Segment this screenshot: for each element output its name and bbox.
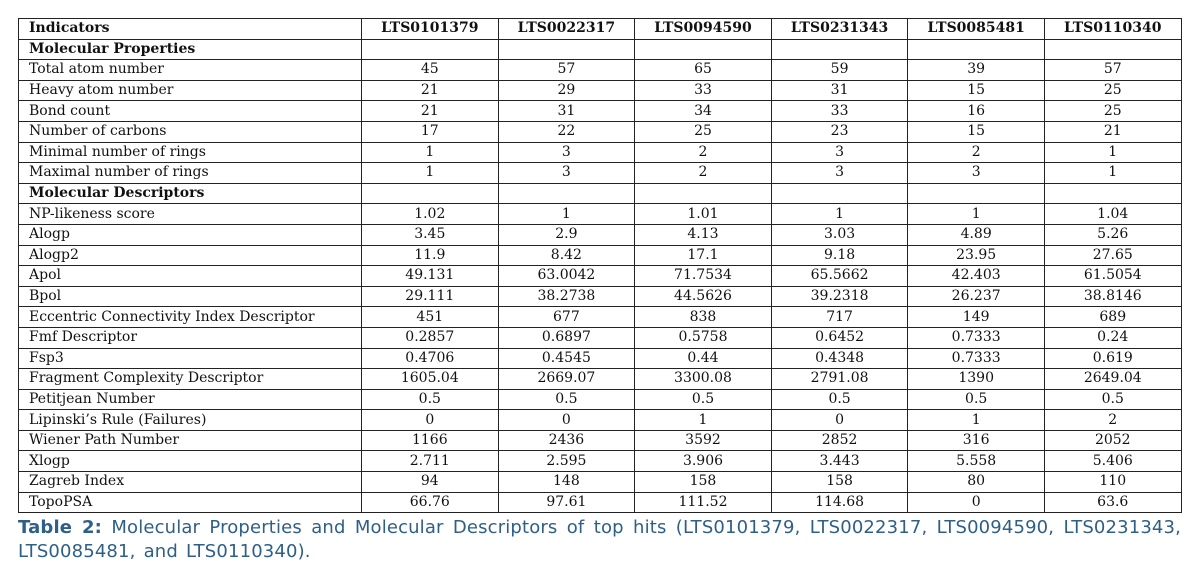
value-cell: 0.4545 <box>498 348 635 369</box>
value-cell: 15 <box>908 121 1045 142</box>
value-cell: 689 <box>1044 307 1181 328</box>
value-cell: 0 <box>908 492 1045 513</box>
header-cell: Indicators <box>19 19 362 40</box>
value-cell: 57 <box>498 60 635 81</box>
table-row <box>19 204 1182 225</box>
row-label: Fragment Complexity Descriptor <box>19 369 362 390</box>
value-cell: 61.5054 <box>1044 266 1181 287</box>
value-cell: 2 <box>1044 410 1181 431</box>
value-cell: 57 <box>1044 60 1181 81</box>
value-cell: 44.5626 <box>635 286 772 307</box>
value-cell: 3 <box>498 163 635 184</box>
value-cell: 4.13 <box>635 224 772 245</box>
section-title: Molecular Descriptors <box>19 183 362 204</box>
section-row <box>19 183 1182 204</box>
value-cell: 0 <box>498 410 635 431</box>
value-cell: 158 <box>635 472 772 493</box>
value-cell: 31 <box>498 101 635 122</box>
table-row <box>19 80 1182 101</box>
value-cell: 16 <box>908 101 1045 122</box>
value-cell: 29 <box>498 80 635 101</box>
value-cell: 149 <box>908 307 1045 328</box>
value-cell: 71.7534 <box>635 266 772 287</box>
row-label: Wiener Path Number <box>19 430 362 451</box>
table-body <box>19 39 1182 513</box>
value-cell: 3.03 <box>771 224 908 245</box>
value-cell: 2.9 <box>498 224 635 245</box>
value-cell: 3 <box>908 163 1045 184</box>
row-label: Heavy atom number <box>19 80 362 101</box>
value-cell: 1 <box>498 204 635 225</box>
value-cell: 2052 <box>1044 430 1181 451</box>
value-cell: 23 <box>771 121 908 142</box>
value-cell: 3.443 <box>771 451 908 472</box>
table-row <box>19 60 1182 81</box>
value-cell: 158 <box>771 472 908 493</box>
empty-cell <box>908 39 1045 60</box>
value-cell: 80 <box>908 472 1045 493</box>
document-page <box>18 18 1181 564</box>
value-cell: 66.76 <box>362 492 499 513</box>
value-cell: 27.65 <box>1044 245 1181 266</box>
value-cell: 15 <box>908 80 1045 101</box>
table-row <box>19 348 1182 369</box>
value-cell: 17 <box>362 121 499 142</box>
table-row <box>19 224 1182 245</box>
value-cell: 1.04 <box>1044 204 1181 225</box>
value-cell: 451 <box>362 307 499 328</box>
value-cell: 0.5 <box>908 389 1045 410</box>
value-cell: 4.89 <box>908 224 1045 245</box>
value-cell: 1 <box>1044 163 1181 184</box>
value-cell: 3300.08 <box>635 369 772 390</box>
value-cell: 17.1 <box>635 245 772 266</box>
value-cell: 1.01 <box>635 204 772 225</box>
empty-cell <box>362 183 499 204</box>
value-cell: 0.6897 <box>498 327 635 348</box>
value-cell: 316 <box>908 430 1045 451</box>
value-cell: 3.906 <box>635 451 772 472</box>
value-cell: 0.5 <box>771 389 908 410</box>
table-row <box>19 121 1182 142</box>
table-row <box>19 245 1182 266</box>
value-cell: 0.5 <box>635 389 772 410</box>
row-label: Eccentric Connectivity Index Descriptor <box>19 307 362 328</box>
caption-text: Molecular Properties and Molecular Descriptors of top hits (LTS0101379, LTS0022317, LTS0094590, LTS0231343, LTS0085481, and LTS0110340). <box>18 517 1181 563</box>
value-cell: 2 <box>635 163 772 184</box>
empty-cell <box>1044 183 1181 204</box>
value-cell: 0.24 <box>1044 327 1181 348</box>
value-cell: 0.6452 <box>771 327 908 348</box>
value-cell: 21 <box>362 101 499 122</box>
table-header-row <box>19 19 1182 40</box>
value-cell: 31 <box>771 80 908 101</box>
table-row <box>19 286 1182 307</box>
value-cell: 148 <box>498 472 635 493</box>
table-row <box>19 389 1182 410</box>
value-cell: 25 <box>1044 101 1181 122</box>
value-cell: 111.52 <box>635 492 772 513</box>
empty-cell <box>908 183 1045 204</box>
value-cell: 45 <box>362 60 499 81</box>
value-cell: 677 <box>498 307 635 328</box>
value-cell: 1.02 <box>362 204 499 225</box>
row-label: Petitjean Number <box>19 389 362 410</box>
header-cell: LTS0110340 <box>1044 19 1181 40</box>
table-row <box>19 142 1182 163</box>
value-cell: 114.68 <box>771 492 908 513</box>
row-label: Number of carbons <box>19 121 362 142</box>
value-cell: 21 <box>1044 121 1181 142</box>
empty-cell <box>498 39 635 60</box>
value-cell: 1166 <box>362 430 499 451</box>
row-label: Fsp3 <box>19 348 362 369</box>
value-cell: 2.595 <box>498 451 635 472</box>
empty-cell <box>635 39 772 60</box>
value-cell: 33 <box>771 101 908 122</box>
value-cell: 2 <box>908 142 1045 163</box>
value-cell: 97.61 <box>498 492 635 513</box>
value-cell: 0.5758 <box>635 327 772 348</box>
value-cell: 2 <box>635 142 772 163</box>
empty-cell <box>498 183 635 204</box>
value-cell: 0.2857 <box>362 327 499 348</box>
table-row <box>19 410 1182 431</box>
value-cell: 5.558 <box>908 451 1045 472</box>
value-cell: 94 <box>362 472 499 493</box>
value-cell: 0 <box>362 410 499 431</box>
value-cell: 2436 <box>498 430 635 451</box>
table-row <box>19 492 1182 513</box>
value-cell: 0.4706 <box>362 348 499 369</box>
row-label: Minimal number of rings <box>19 142 362 163</box>
value-cell: 3 <box>498 142 635 163</box>
table-row <box>19 266 1182 287</box>
value-cell: 39.2318 <box>771 286 908 307</box>
value-cell: 1 <box>771 204 908 225</box>
table-caption <box>18 516 1181 564</box>
value-cell: 1 <box>635 410 772 431</box>
table-row <box>19 451 1182 472</box>
value-cell: 8.42 <box>498 245 635 266</box>
value-cell: 2669.07 <box>498 369 635 390</box>
value-cell: 22 <box>498 121 635 142</box>
value-cell: 34 <box>635 101 772 122</box>
value-cell: 65 <box>635 60 772 81</box>
value-cell: 0.7333 <box>908 327 1045 348</box>
value-cell: 838 <box>635 307 772 328</box>
section-title: Molecular Properties <box>19 39 362 60</box>
header-cell: LTS0231343 <box>771 19 908 40</box>
caption-label: Table 2: <box>18 517 103 539</box>
value-cell: 0 <box>771 410 908 431</box>
value-cell: 63.6 <box>1044 492 1181 513</box>
empty-cell <box>1044 39 1181 60</box>
row-label: Maximal number of rings <box>19 163 362 184</box>
value-cell: 1 <box>908 410 1045 431</box>
value-cell: 0.5 <box>498 389 635 410</box>
value-cell: 1 <box>362 163 499 184</box>
header-cell: LTS0101379 <box>362 19 499 40</box>
value-cell: 33 <box>635 80 772 101</box>
empty-cell <box>635 183 772 204</box>
table-row <box>19 307 1182 328</box>
header-cell: LTS0022317 <box>498 19 635 40</box>
value-cell: 0.619 <box>1044 348 1181 369</box>
table-row <box>19 327 1182 348</box>
value-cell: 38.8146 <box>1044 286 1181 307</box>
value-cell: 0.4348 <box>771 348 908 369</box>
value-cell: 65.5662 <box>771 266 908 287</box>
value-cell: 63.0042 <box>498 266 635 287</box>
value-cell: 5.26 <box>1044 224 1181 245</box>
value-cell: 3592 <box>635 430 772 451</box>
value-cell: 717 <box>771 307 908 328</box>
value-cell: 3 <box>771 163 908 184</box>
row-label: Zagreb Index <box>19 472 362 493</box>
table-row <box>19 163 1182 184</box>
value-cell: 0.5 <box>362 389 499 410</box>
header-cell: LTS0085481 <box>908 19 1045 40</box>
value-cell: 2649.04 <box>1044 369 1181 390</box>
value-cell: 2852 <box>771 430 908 451</box>
value-cell: 25 <box>635 121 772 142</box>
empty-cell <box>771 183 908 204</box>
value-cell: 2.711 <box>362 451 499 472</box>
value-cell: 2791.08 <box>771 369 908 390</box>
value-cell: 39 <box>908 60 1045 81</box>
row-label: Total atom number <box>19 60 362 81</box>
row-label: NP-likeness score <box>19 204 362 225</box>
empty-cell <box>362 39 499 60</box>
row-label: Apol <box>19 266 362 287</box>
value-cell: 0.5 <box>1044 389 1181 410</box>
value-cell: 42.403 <box>908 266 1045 287</box>
table-row <box>19 369 1182 390</box>
row-label: Alogp2 <box>19 245 362 266</box>
value-cell: 49.131 <box>362 266 499 287</box>
empty-cell <box>771 39 908 60</box>
value-cell: 110 <box>1044 472 1181 493</box>
table-row <box>19 430 1182 451</box>
header-cell: LTS0094590 <box>635 19 772 40</box>
value-cell: 59 <box>771 60 908 81</box>
section-row <box>19 39 1182 60</box>
value-cell: 1 <box>908 204 1045 225</box>
value-cell: 1 <box>362 142 499 163</box>
value-cell: 29.111 <box>362 286 499 307</box>
value-cell: 26.237 <box>908 286 1045 307</box>
value-cell: 38.2738 <box>498 286 635 307</box>
value-cell: 1605.04 <box>362 369 499 390</box>
row-label: Bond count <box>19 101 362 122</box>
row-label: Lipinski’s Rule (Failures) <box>19 410 362 431</box>
table-row <box>19 472 1182 493</box>
value-cell: 1 <box>1044 142 1181 163</box>
molecular-descriptors-table <box>18 18 1182 513</box>
value-cell: 1390 <box>908 369 1045 390</box>
value-cell: 23.95 <box>908 245 1045 266</box>
value-cell: 25 <box>1044 80 1181 101</box>
row-label: Alogp <box>19 224 362 245</box>
value-cell: 5.406 <box>1044 451 1181 472</box>
table-row <box>19 101 1182 122</box>
value-cell: 3.45 <box>362 224 499 245</box>
row-label: TopoPSA <box>19 492 362 513</box>
value-cell: 3 <box>771 142 908 163</box>
value-cell: 0.44 <box>635 348 772 369</box>
value-cell: 11.9 <box>362 245 499 266</box>
row-label: Fmf Descriptor <box>19 327 362 348</box>
value-cell: 21 <box>362 80 499 101</box>
value-cell: 9.18 <box>771 245 908 266</box>
row-label: Bpol <box>19 286 362 307</box>
row-label: Xlogp <box>19 451 362 472</box>
value-cell: 0.7333 <box>908 348 1045 369</box>
